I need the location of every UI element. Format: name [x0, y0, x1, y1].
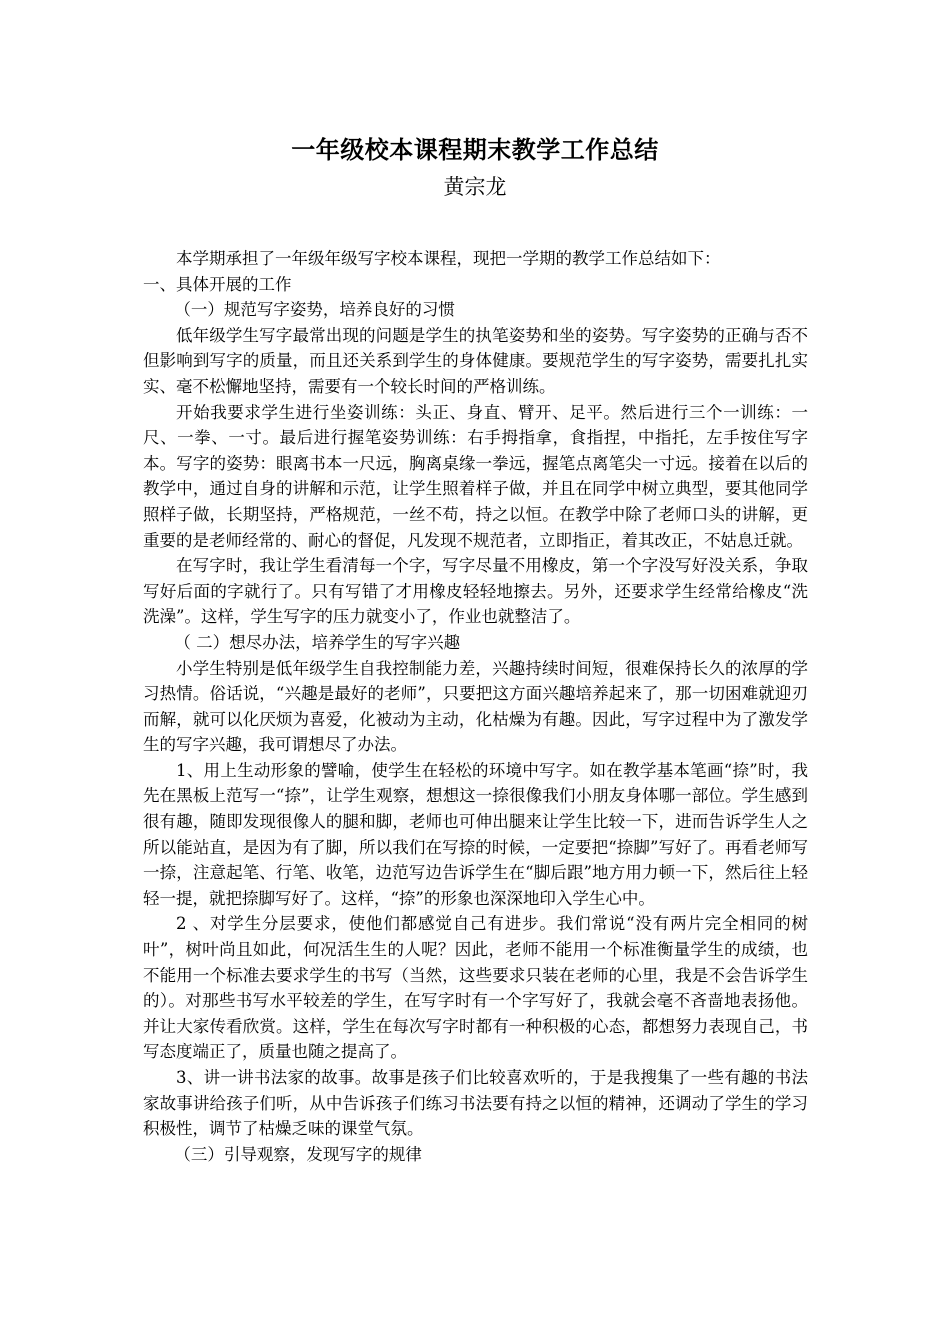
subsection-heading-1: （一）规范写字姿势，培养良好的习惯	[174, 300, 455, 320]
document-author: 黄宗龙	[443, 175, 507, 199]
body-paragraph: 开始我要求学生进行坐姿训练：头正、身直、臂开、足平。然后进行三个一训练：一尺、一拳、一寸。最后进行握笔姿势训练：右手拇指拿，食指捏，中指托，左手按住写字本。写字的姿势：眼离书本一尺远，胸离桌缘一拳远，握笔点离笔尖一寸远。接着在以后的教学中，通过自身的讲解和示范，让学生照着样子做，并且在同学中树立典型，要其他同学照样子做，长期坚持，严格规范，一丝不苟，持之以恒。在教学中除了老师口头的讲解，更重要的是老师经常的、耐心的督促，凡发现不规范者，立即指正，着其改正，不姑息迁就。	[143, 402, 808, 550]
subsection-heading-3: （三）引导观察，发现写字的规律	[174, 1144, 422, 1164]
body-paragraph: 在写字时，我让学生看清每一个字，写字尽量不用橡皮，第一个字没写好没关系，争取写好后面的字就行了。只有写错了才用橡皮轻轻地擦去。另外，还要求学生经常给橡皮“洗洗澡”。这样，学生写字的压力就变小了，作业也就整洁了。	[143, 556, 808, 627]
body-paragraph: 2 、对学生分层要求，使他们都感觉自己有进步。我们常说“没有两片完全相同的树叶”，树叶尚且如此，何况活生生的人呢？因此，老师不能用一个标准衡量学生的成绩，也不能用一个标准去要求学生的书写（当然，这些要求只装在老师的心里，我是不会告诉学生的）。对那些书写水平较差的学生，在写字时有一个字写好了，我就会毫不吝啬地表扬他。并让大家传看欣赏。这样，学生在每次写字时都有一种积极的心态，都想努力表现自己，书写态度端正了，质量也随之提高了。	[143, 914, 808, 1062]
section-heading-1: 一、具体开展的工作	[143, 274, 292, 294]
body-paragraph: 低年级学生写字最常出现的问题是学生的执笔姿势和坐的姿势。写字姿势的正确与否不但影响到写字的质量，而且还关系到学生的身体健康。要规范学生的写字姿势，需要扎扎实实、毫不松懈地坚持，需要有一个较长时间的严格训练。	[143, 325, 808, 396]
document-body	[143, 246, 808, 1167]
body-paragraph: 1、用上生动形象的譬喻，使学生在轻松的环境中写字。如在教学基本笔画“捺”时，我先在黑板上范写一“捺”，让学生观察，想想这一捺很像我们小朋友身体哪一部位。学生感到很有趣，随即发现很像人的腿和脚，老师也可伸出腿来让学生比较一下，进而告诉学生人之所以能站直，是因为有了脚，所以我们在写捺的时候，一定要把“捺脚”写好了。再看老师写一捺，注意起笔、行笔、收笔，边范写边告诉学生在“脚后跟”地方用力顿一下，然后往上轻轻一提，就把捺脚写好了。这样，“捺”的形象也深深地印入学生心中。	[143, 760, 808, 908]
body-paragraph: 小学生特别是低年级学生自我控制能力差，兴趣持续时间短，很难保持长久的浓厚的学习热情。俗话说，“兴趣是最好的老师”，只要把这方面兴趣培养起来了，那一切困难就迎刃而解，就可以化厌烦为喜爱，化被动为主动，化枯燥为有趣。因此，写字过程中为了激发学生的写字兴趣，我可谓想尽了办法。	[143, 658, 808, 755]
document-title: 一年级校本课程期末教学工作总结	[291, 135, 659, 164]
subsection-heading-2: （ 二）想尽办法，培养学生的写字兴趣	[174, 632, 461, 652]
body-paragraph: 3、讲一讲书法家的故事。故事是孩子们比较喜欢听的，于是我搜集了一些有趣的书法家故事讲给孩子们听，从中告诉孩子们练习书法要有持之以恒的精神，还调动了学生的学习积极性，调节了枯燥乏味的课堂气氛。	[143, 1068, 808, 1139]
intro-paragraph: 本学期承担了一年级年级写字校本课程，现把一学期的教学工作总结如下：	[176, 249, 721, 268]
